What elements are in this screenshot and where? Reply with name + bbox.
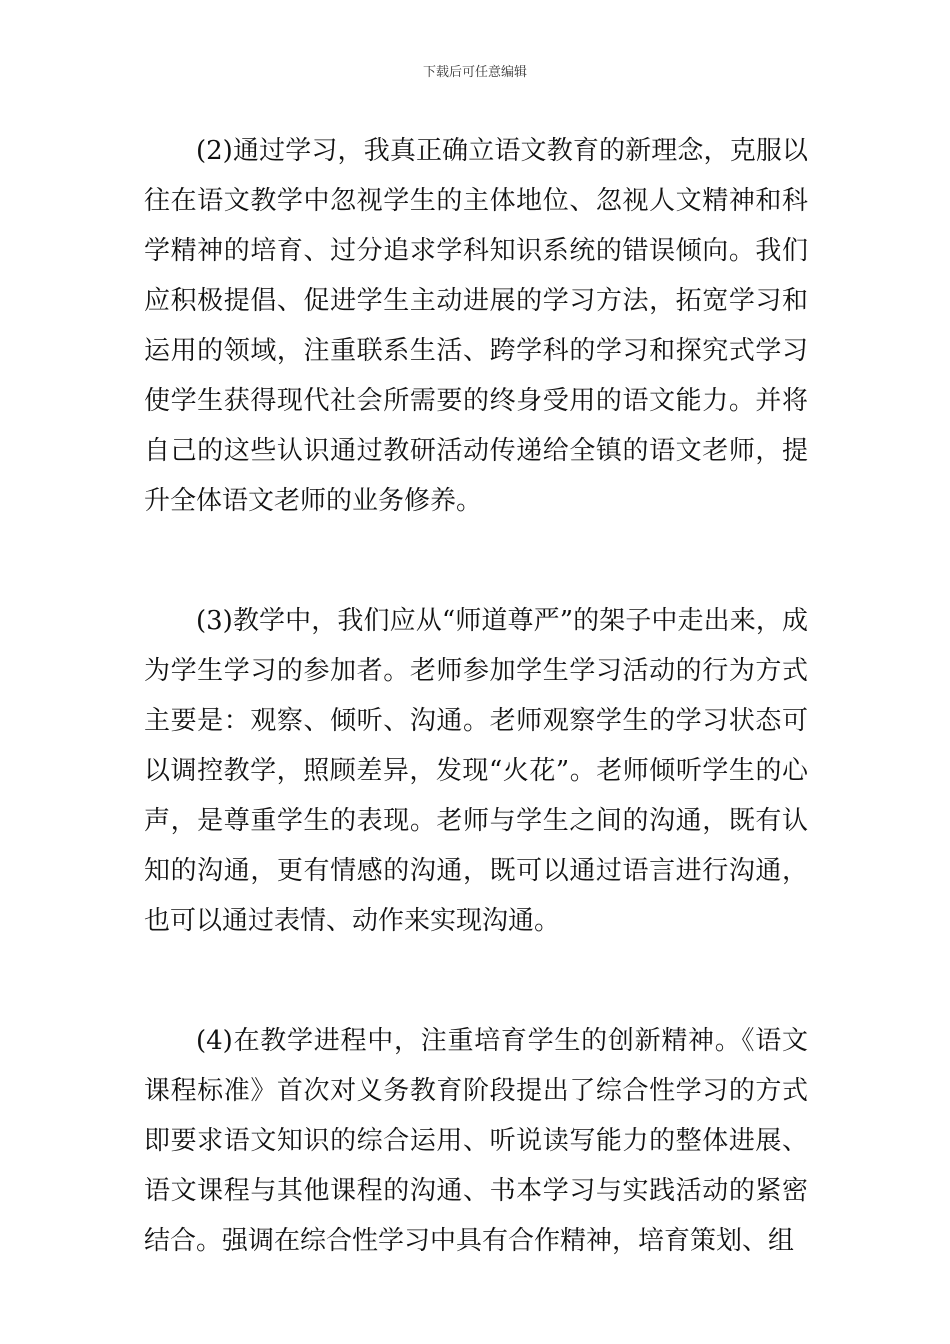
document-body xyxy=(144,126,808,1266)
paragraph-4: (4)在教学进程中，注重培育学生的创新精神。《语文课程标准》首次对义务教育阶段提出了综合性学习的方式即要求语文知识的综合运用、听说读写能力的整体进展、语文课程与其他课程的沟通、书本学习与实践活动的紧密结合。强调在综合性学习中具有合作精神，培育策划、组 xyxy=(144,1026,808,1256)
paragraph-2: (2)通过学习，我真正确立语文教育的新理念，克服以往在语文教学中忽视学生的主体地位、忽视人文精神和科学精神的培育、过分追求学科知识系统的错误倾向。我们应积极提倡、促进学生主动进展的学习方法，拓宽学习和运用的领域，注重联系生活、跨学科的学习和探究式学习使学生获得现代社会所需要的终身受用的语文能力。并将自己的这些认识通过教研活动传递给全镇的语文老师，提升全体语文老师的业务修养。 xyxy=(144,136,808,516)
paragraph-3: (3)教学中，我们应从“师道尊严”的架子中走出来，成为学生学习的参加者。老师参加学生学习活动的行为方式主要是：观察、倾听、沟通。老师观察学生的学习状态可以调控教学，照顾差异，发现“火花”。老师倾听学生的心声，是尊重学生的表现。老师与学生之间的沟通，既有认知的沟通，更有情感的沟通，既可以通过语言进行沟通，也可以通过表情、动作来实现沟通。 xyxy=(144,606,808,936)
page-header: 下载后可任意编辑 xyxy=(422,65,527,80)
